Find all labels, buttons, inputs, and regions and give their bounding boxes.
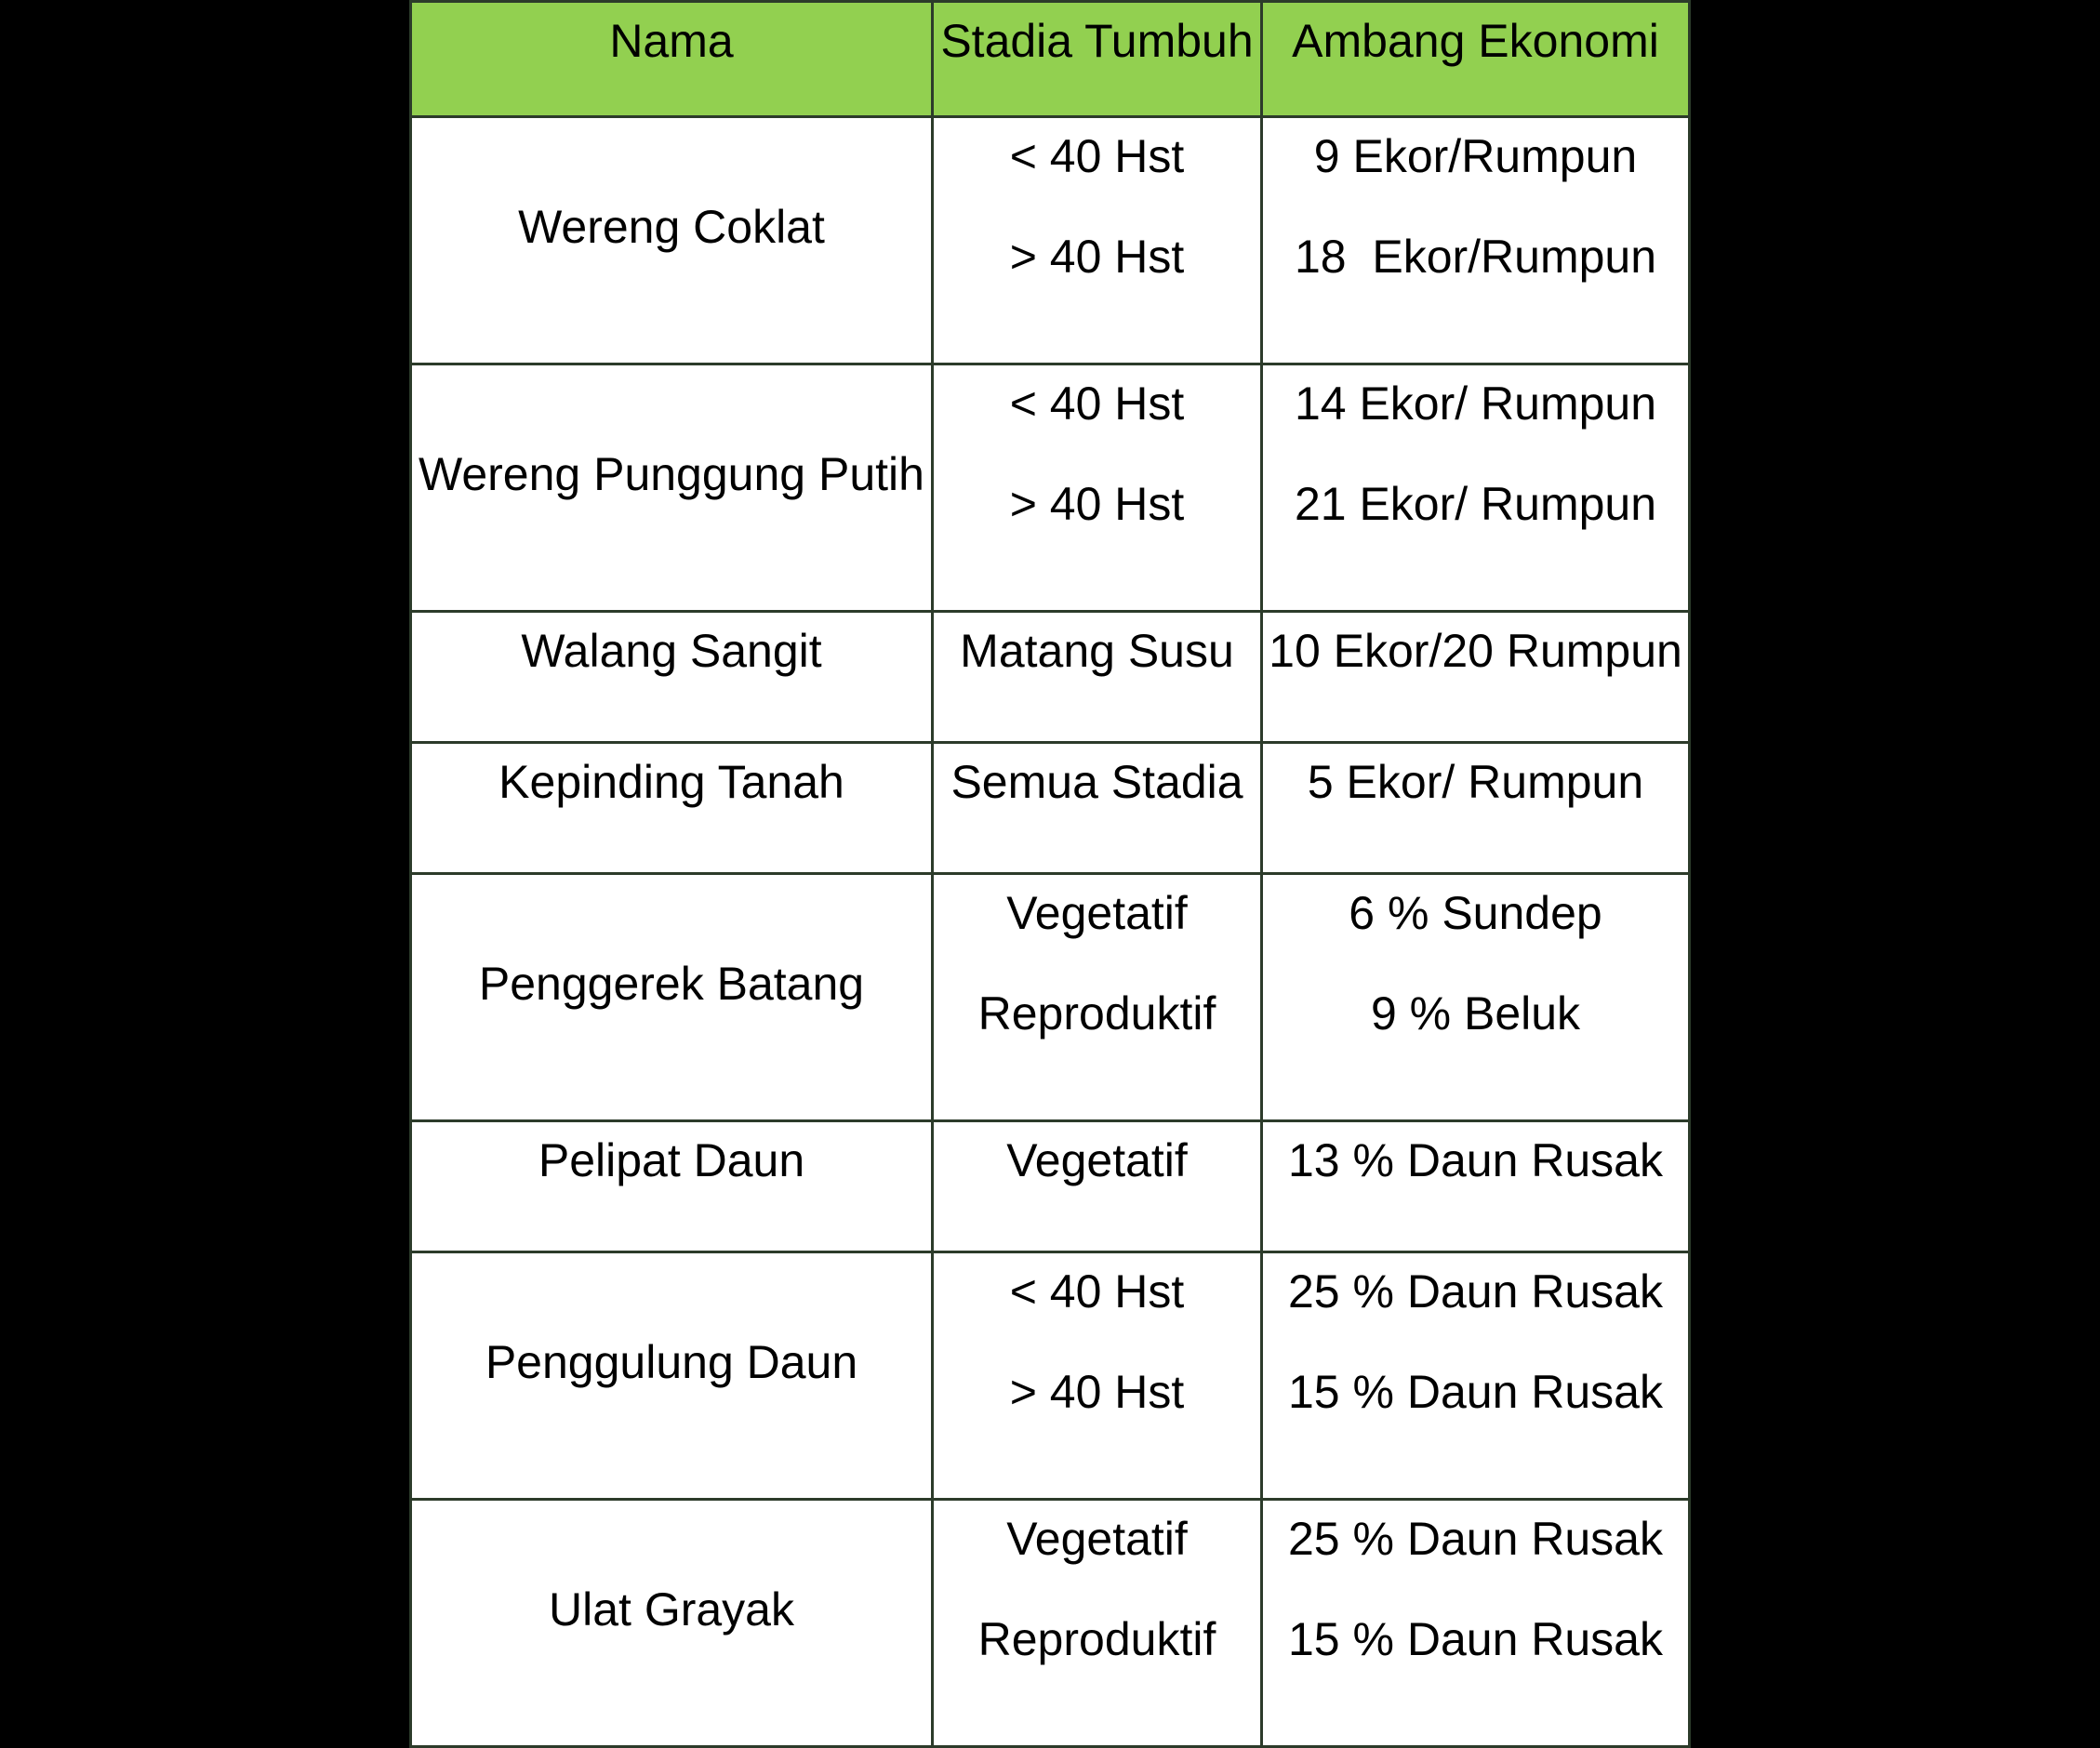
pest-name: Penggerek Batang xyxy=(411,874,933,1121)
table-row xyxy=(411,364,1690,612)
growth-stage: Reproduktif xyxy=(977,987,1216,1040)
threshold-cell xyxy=(1262,1252,1690,1500)
growth-stage-cell xyxy=(933,874,1262,1121)
threshold-value: 25 % Daun Rusak xyxy=(1287,1265,1663,1318)
header-nama: Nama xyxy=(411,2,933,117)
pest-threshold-table-container xyxy=(409,0,1688,1665)
growth-stage: Reproduktif xyxy=(977,1613,1216,1665)
growth-stage-cell xyxy=(933,1500,1262,1747)
threshold-value: 13 % Daun Rusak xyxy=(1262,1121,1690,1252)
threshold-value: 10 Ekor/20 Rumpun xyxy=(1262,612,1690,743)
table-row xyxy=(411,1252,1690,1500)
growth-stage: > 40 Hst xyxy=(1009,478,1185,530)
threshold-value: 25 % Daun Rusak xyxy=(1287,1513,1663,1565)
growth-stage: Matang Susu xyxy=(933,612,1262,743)
pest-name: Wereng Coklat xyxy=(411,117,933,364)
growth-stage-cell xyxy=(933,1252,1262,1500)
pest-name: Wereng Punggung Putih xyxy=(411,364,933,612)
header-ambang-ekonomi: Ambang Ekonomi xyxy=(1262,2,1690,117)
growth-stage-cell xyxy=(933,364,1262,612)
growth-stage: < 40 Hst xyxy=(1009,130,1185,182)
threshold-value: 21 Ekor/ Rumpun xyxy=(1294,478,1657,530)
table-row xyxy=(411,874,1690,1121)
growth-stage: < 40 Hst xyxy=(1009,377,1185,430)
threshold-value: 15 % Daun Rusak xyxy=(1287,1613,1663,1665)
pest-name: Penggulung Daun xyxy=(411,1252,933,1500)
growth-stage: Vegetatif xyxy=(1006,887,1188,939)
growth-stage: > 40 Hst xyxy=(1009,1366,1185,1418)
pest-name: Kepinding Tanah xyxy=(411,743,933,874)
threshold-cell xyxy=(1262,364,1690,612)
growth-stage: Semua Stadia xyxy=(933,743,1262,874)
pest-name: Walang Sangit xyxy=(411,612,933,743)
threshold-value: 5 Ekor/ Rumpun xyxy=(1262,743,1690,874)
table-row xyxy=(411,1121,1690,1252)
growth-stage: > 40 Hst xyxy=(1009,231,1185,283)
growth-stage: Vegetatif xyxy=(933,1121,1262,1252)
threshold-cell xyxy=(1262,1500,1690,1747)
table-row xyxy=(411,1500,1690,1747)
threshold-value: 6 % Sundep xyxy=(1349,887,1602,939)
pest-name: Ulat Grayak xyxy=(411,1500,933,1747)
header-row xyxy=(411,2,1690,117)
pest-threshold-table xyxy=(409,0,1691,1748)
threshold-value: 9 % Beluk xyxy=(1370,987,1581,1040)
threshold-value: 9 Ekor/Rumpun xyxy=(1313,130,1638,182)
growth-stage: < 40 Hst xyxy=(1009,1265,1185,1318)
pest-name: Pelipat Daun xyxy=(411,1121,933,1252)
table-row xyxy=(411,117,1690,364)
threshold-cell xyxy=(1262,117,1690,364)
threshold-value: 14 Ekor/ Rumpun xyxy=(1294,377,1657,430)
threshold-value: 18 Ekor/Rumpun xyxy=(1294,231,1657,283)
growth-stage-cell xyxy=(933,117,1262,364)
table-row xyxy=(411,612,1690,743)
table-row xyxy=(411,743,1690,874)
threshold-cell xyxy=(1262,874,1690,1121)
header-stadia-tumbuh: Stadia Tumbuh xyxy=(933,2,1262,117)
growth-stage: Vegetatif xyxy=(1006,1513,1188,1565)
threshold-value: 15 % Daun Rusak xyxy=(1287,1366,1663,1418)
